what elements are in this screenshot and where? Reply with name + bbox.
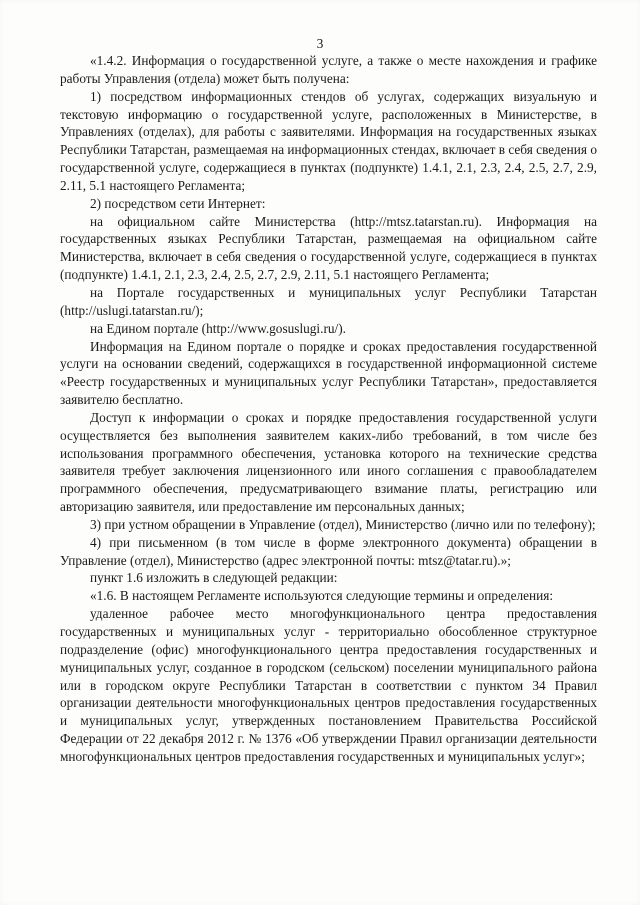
document-body xyxy=(60,52,597,766)
paragraph-info-stands: 1) посредством информационных стендов об услугах, содержащих визуальную и текстовую информацию о государственной услуге, расположенных в Министерстве, в Управлениях (отделах), для работы с заявителями. Информация на государственных языках Республики Татарстан, размещаемая на информационных стендах, включает в себя сведения о государственной услуге, содержащиеся в пунктах (подпункте) 1.4.1, 2.1, 2.3, 2.4, 2.5, 2.7, 2.9, 2.11, 5.1 настоящего Регламента; xyxy=(60,88,597,193)
paragraph-written-request: 4) при письменном (в том числе в форме электронного документа) обращении в Управление (отдел), Министерство (адрес электронной почты: mtsz@tatar.ru).»; xyxy=(60,534,597,568)
paragraph-tatarstan-portal: на Портале государственных и муниципальных услуг Республики Татарстан (http://uslugi.tatarstan.ru/); xyxy=(60,284,597,318)
paragraph-unified-portal-info: Информация на Едином портале о порядке и сроках предоставления государственной услуги на основании сведений, содержащихся в государственной информационной системе «Реестр государственных и муниципальных услуг Республики Татарстан», предоставляется заявителю бесплатно. xyxy=(60,338,597,408)
paragraph-oral-request: 3) при устном обращении в Управление (отдел), Министерство (лично или по телефону); xyxy=(90,516,596,532)
paragraph-1-6-terms: «1.6. В настоящем Регламенте используются следующие термины и определения: xyxy=(90,588,554,604)
paragraph-unified-portal: на Едином портале (http://www.gosuslugi.ru/). xyxy=(90,320,346,336)
paragraph-amend-1-6: пункт 1.6 изложить в следующей редакции: xyxy=(90,570,338,586)
page-number: 3 xyxy=(316,36,324,51)
paragraph-1-4-2-intro: «1.4.2. Информация о государственной услуге, а также о месте нахождения и графике работы Управления (отдела) может быть получена: xyxy=(60,53,597,86)
paragraph-internet: 2) посредством сети Интернет: xyxy=(90,195,266,211)
paragraph-access-info: Доступ к информации о сроках и порядке предоставления государственной услуги осуществляется без выполнения заявителем каких-либо требований, в том числе без использования программного обеспечения, установка которого на технические средства заявителя требует заключения лицензионного или иного соглашения с правообладателем программного обеспечения, предусматривающего взимание платы, регистрацию или авторизацию заявителя, или предоставление им персональных данных; xyxy=(60,409,597,515)
paragraph-official-site: на официальном сайте Министерства (http://mtsz.tatarstan.ru). Информация на государственных языках Республики Татарстан, размещаемая на официальном сайте Министерства, включает в себя сведения о государственной услуге, содержащиеся в пунктах (подпункте) 1.4.1, 2.1, 2.3, 2.4, 2.5, 2.7, 2.9, 2.11, 5.1 настоящего Регламента; xyxy=(60,213,597,283)
paragraph-remote-workplace: удаленное рабочее место многофункционального центра предоставления государственных и муниципальных услуг - территориально обособленное структурное подразделение (офис) многофункционального центра предоставления государственных и муниципальных услуг, созданное в городском (сельском) поселении муниципального района или в городском округе Республики Татарстан в соответствии с пунктом 34 Правил организации деятельности многофункциональных центров предоставления государственных и муниципальных услуг, утвержденных постановлением Правительства Российской Федерации от 22 декабря 2012 г. № 1376 «Об утверждении Правил организации деятельности многофункциональных центров предоставления государственных и муниципальных услуг»; xyxy=(60,606,597,764)
